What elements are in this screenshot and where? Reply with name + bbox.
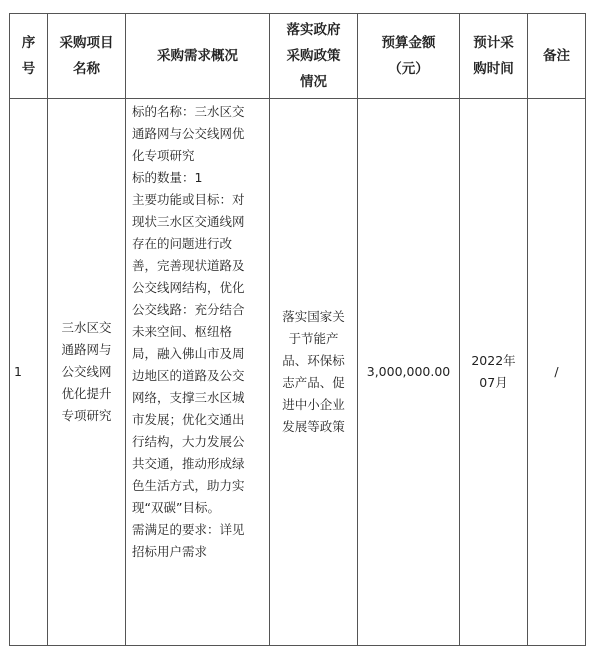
cell-budget: 3,000,000.00: [358, 99, 460, 646]
header-time: 预计采 购时间: [460, 14, 528, 99]
header-row: [10, 14, 586, 99]
cell-project-name: 三水区交 通路网与 公交线网 优化提升 专项研究: [48, 99, 126, 646]
cell-overview: 标的名称：三水区交 通路网与公交线网优 化专项研究 标的数量：1 主要功能或目标：对 现状三水区交通线网 存在的问题进行改 善，完善现状道路及 公交线网结构，优化 公交线路：充分结合 未来空间、枢纽格 局，融入佛山市及周 边地区的道路及公交 网络，支撑三水区城 市发展；优化交通出 行结构，大力发展公 共交通，推动形成绿 色生活方式，助力实 现“双碳”目标。 需满足的要求：详见 招标用户需求: [126, 99, 270, 646]
header-index: 序 号: [10, 14, 48, 99]
cell-time: 2022年 07月: [460, 99, 528, 646]
header-overview: 采购需求概况: [126, 14, 270, 99]
cell-note: /: [528, 99, 586, 646]
cell-index: 1: [10, 99, 48, 646]
header-project-name: 采购项目 名称: [48, 14, 126, 99]
table-row: [10, 99, 586, 646]
cell-policy: 落实国家关 于节能产 品、环保标 志产品、促 进中小企业 发展等政策: [270, 99, 358, 646]
header-budget: 预算金额 （元）: [358, 14, 460, 99]
header-policy: 落实政府 采购政策 情况: [270, 14, 358, 99]
header-note: 备注: [528, 14, 586, 99]
procurement-table: [9, 13, 586, 646]
